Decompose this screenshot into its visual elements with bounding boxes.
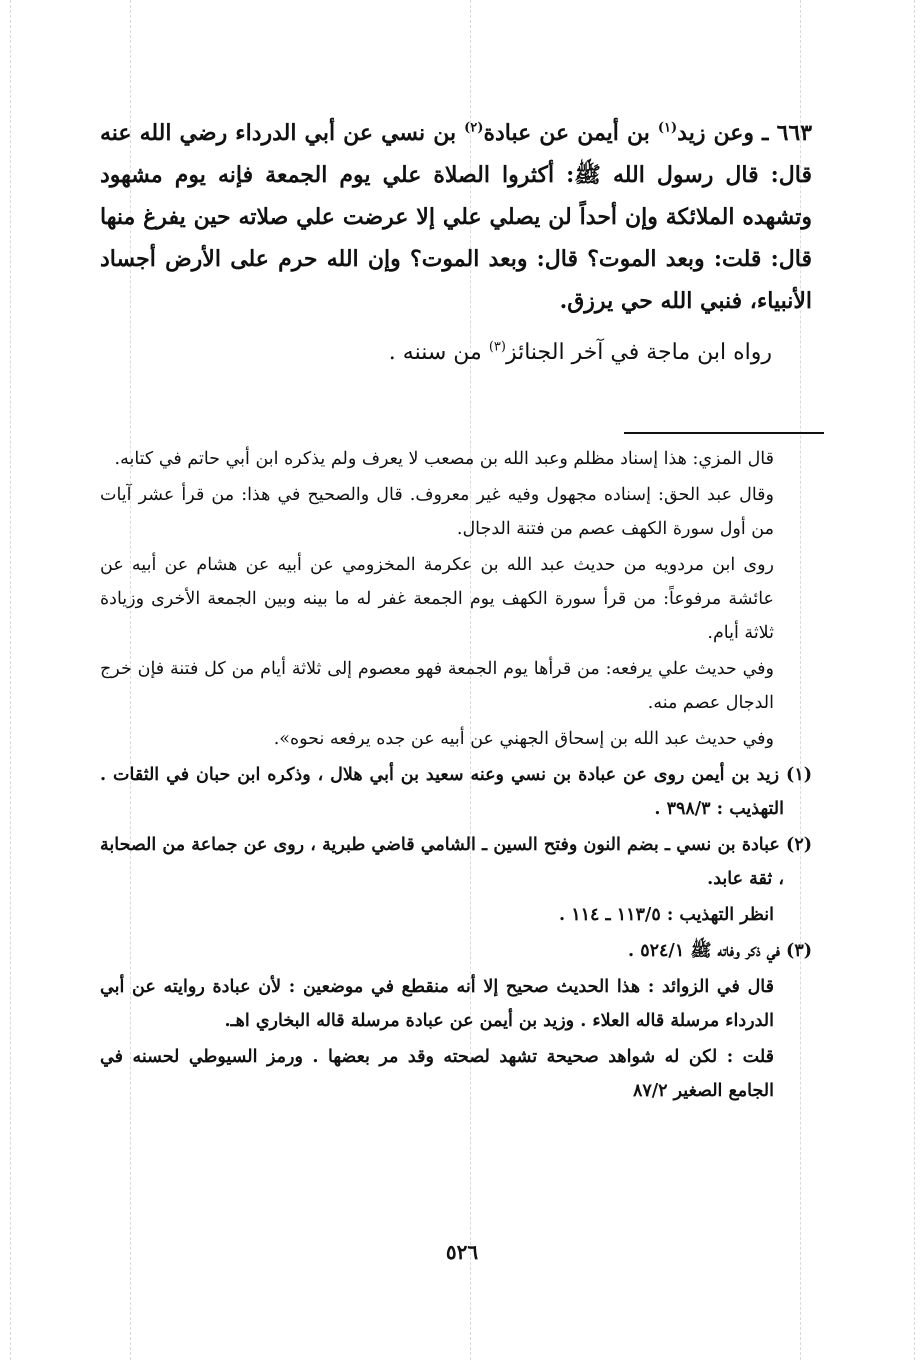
scan-guide-line <box>10 0 11 1360</box>
footnote-2-reference: انظر التهذيب : ١١٣/٥ ـ ١١٤ . <box>559 905 774 925</box>
footnote-ref-1[interactable]: (١) <box>657 120 678 136</box>
note-ibn-mardawayh: روى ابن مردويه من حديث عبد الله بن عكرمة المخزومي عن أبيه عن هشام عن أبيه عن عائشة مرفوعاً: من قرأ سورة الكهف يوم الجمعة غفر له ما بينه وبين الجمعة الأخرى وزيادة ثلاثة أيام. <box>100 555 774 643</box>
footnote-separator <box>624 432 824 434</box>
scan-guide-line <box>914 0 915 1360</box>
footnotes <box>100 442 812 1110</box>
footnote-3-comment: قلت : لكن له شواهد صحيحة تشهد لصحته وقد مر بعضها . ورمز السيوطي لحسنه في الجامع الصغير ٨٧/٢ <box>100 1047 774 1101</box>
page-number: ٥٢٦ <box>445 1240 479 1264</box>
footnote-3: (٣) في ذكر وفاته ﷺ ٥٢٤/١ . <box>628 941 812 961</box>
footnote-ref-3[interactable]: (٣) <box>488 339 506 355</box>
hadith-body: ٦٦٣ ـ وعن زيد$^{(١)}$ بن أيمن عن عبادة$^{(٢)}$ بن نسي عن أبي الدرداء رضي الله عنه قال: قال رسول الله ﷺ: أكثروا الصلاة علي يوم الجمعة فإنه يوم مشهود وتشهده الملائكة وإن أحداً لن يصلي علي إلا عرضت علي صلاته حين يفرغ منها قال: قلت: وبعد الموت؟ قال: وبعد الموت؟ وإن الله حرم على الأرض أجساد الأنبياء، فنبي الله حي يرزق. <box>100 120 813 314</box>
hadith-source: رواه ابن ماجة في آخر الجنائز$^{(٣)}$ من سننه . <box>388 339 772 365</box>
note-juhani: وفي حديث عبد الله بن إسحاق الجهني عن أبيه عن جده يرفعه نحوه». <box>273 729 774 749</box>
footnote-2: (٢) عبادة بن نسي ـ بضم النون وفتح السين ـ الشامي قاضي طبرية ، روى عن جماعة من الصحابة ، ثقة عابد. <box>100 835 812 889</box>
footnote-1: (١) زيد بن أيمن روى عن عبادة بن نسي وعنه سعيد بن أبي هلال ، وذكره ابن حبان في الثقات . التهذيب : ٣٩٨/٣ . <box>100 765 812 819</box>
hadith-text <box>100 112 812 374</box>
footnote-ref-2[interactable]: (٢) <box>464 120 484 136</box>
note-ali: وفي حديث علي يرفعه: من قرأها يوم الجمعة فهو معصوم إلى ثلاثة أيام من كل فتنة فإن خرج الدجال عصم منه. <box>100 659 774 713</box>
note-mizzi: قال المزي: هذا إسناد مظلم وعبد الله بن مصعب لا يعرف ولم يذكره ابن أبي حاتم في كتابه. <box>114 449 774 469</box>
note-abdulhaq: وقال عبد الحق: إسناده مجهول وفيه غير معروف. قال والصحيح في هذا: من قرأ عشر آيات من أول سورة الكهف عصم من فتنة الدجال. <box>100 485 774 539</box>
footnote-3-zawaid: قال في الزوائد : هذا الحديث صحيح إلا أنه منقطع في موضعين : لأن عبادة روايته عن أبي الدرداء مرسلة قاله العلاء . وزيد بن أيمن عن عبادة مرسلة قاله البخاري اهـ. <box>100 977 774 1031</box>
